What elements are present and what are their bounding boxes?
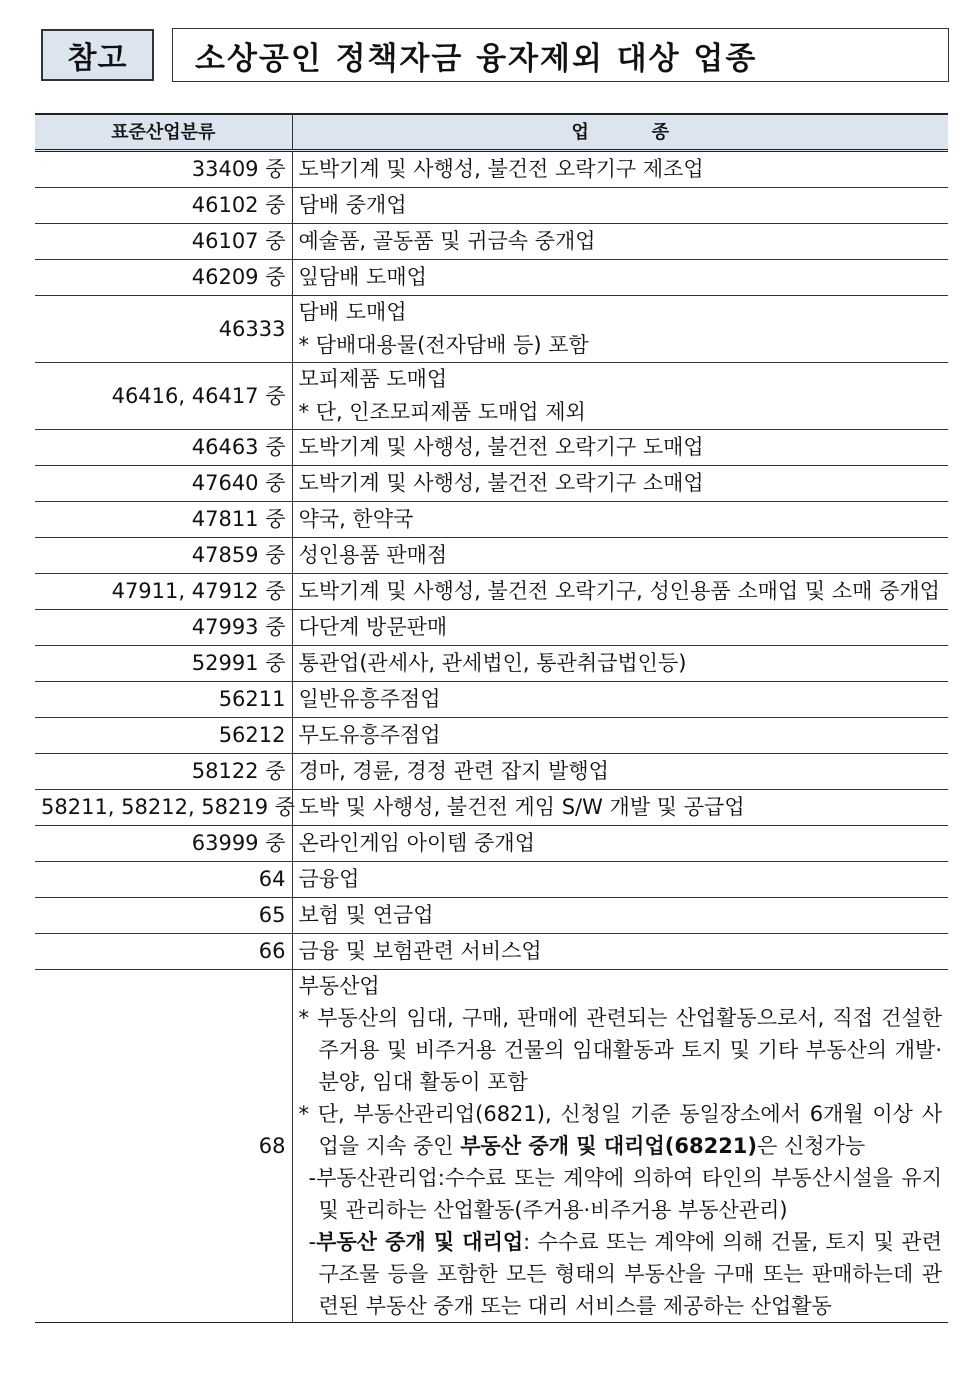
industry-description [292, 151, 948, 188]
note-scope: * 부동산의 임대, 구매, 판매에 관련되는 산업활동으로서, 직접 건설한 주거용 및 비주거용 건물의 임대활동과 토지 및 기타 부동산의 개발·분양, 임대 활동이 포함 [298, 1006, 942, 1094]
definition-brokerage [299, 1226, 943, 1322]
definition-brokerage-bold: 부동산 중개 및 대리업 [316, 1230, 524, 1254]
industry-title: 도박 및 사행성, 불건전 게임 S/W 개발 및 공급업 [298, 795, 745, 819]
industry-description [292, 188, 948, 224]
column-header-code: 표준산업분류 [35, 114, 292, 151]
industry-title: 예술품, 골동품 및 귀금속 중개업 [298, 229, 596, 253]
industry-title: 도박기계 및 사행성, 불건전 오락기구 도매업 [298, 435, 704, 459]
note-exception-bold: 부동산 중개 및 대리업(68221) [460, 1134, 758, 1158]
table-row [35, 296, 948, 363]
industry-code: 33409 중 [35, 151, 292, 188]
industry-title: 보험 및 연금업 [298, 903, 434, 927]
industry-description [292, 260, 948, 296]
industry-code: 47640 중 [35, 466, 292, 502]
section-tag: 참고 [41, 29, 154, 81]
table-row-real-estate [35, 970, 948, 1323]
industry-code: 46416, 46417 중 [35, 363, 292, 430]
industry-title: 다단계 방문판매 [298, 615, 448, 639]
table-row [35, 718, 948, 754]
table-row [35, 260, 948, 296]
industry-code: 47811 중 [35, 502, 292, 538]
note-exception [299, 1098, 943, 1162]
industry-code: 58211, 58212, 58219 중 [35, 790, 292, 826]
industry-title: 약국, 한약국 [298, 507, 414, 531]
industry-description [292, 934, 948, 970]
industry-note: * 단, 인조모피제품 도매업 제외 [298, 400, 586, 424]
industry-code: 64 [35, 862, 292, 898]
industry-title: 통관업(관세사, 관세법인, 통관취급법인등) [298, 651, 687, 675]
industry-description [292, 538, 948, 574]
industry-description [292, 898, 948, 934]
industry-title: 잎담배 도매업 [298, 265, 427, 289]
note-exception-pre: * 단, 부동산관리업(6821), 신청일 기준 동일장소에서 6개월 이상 사업을 지속 중인 [298, 1102, 942, 1158]
industry-description [292, 224, 948, 260]
industry-title: 온라인게임 아이템 중개업 [298, 831, 535, 855]
industry-code: 46102 중 [35, 188, 292, 224]
definition-brokerage-post: : 수수료 또는 계약에 의해 건물, 토지 및 관련 구조물 등을 포함한 모든 형태의 부동산을 구매 또는 판매하는데 관련된 부동산 중개 또는 대리 서비스를 제공하는 산업활동 [318, 1230, 942, 1318]
industry-description [292, 826, 948, 862]
table-header-row [35, 114, 948, 151]
table-row [35, 754, 948, 790]
industry-description [292, 574, 948, 610]
industry-code: 46107 중 [35, 224, 292, 260]
industry-description [292, 862, 948, 898]
table-row [35, 826, 948, 862]
industry-description [292, 790, 948, 826]
industry-note: * 담배대용물(전자담배 등) 포함 [298, 333, 589, 357]
table-row [35, 151, 948, 188]
industry-title: 도박기계 및 사행성, 불건전 오락기구, 성인용품 소매업 및 소매 중개업 [298, 579, 940, 603]
table-row [35, 224, 948, 260]
industry-title: 도박기계 및 사행성, 불건전 오락기구 제조업 [298, 157, 704, 181]
industry-description [292, 363, 948, 430]
table-row [35, 790, 948, 826]
industry-description [292, 970, 948, 1323]
industry-description [292, 718, 948, 754]
table-row [35, 862, 948, 898]
industry-title: 무도유흥주점업 [298, 723, 441, 747]
excluded-industries-table [35, 113, 948, 1323]
table-row [35, 898, 948, 934]
industry-title: 금융업 [298, 867, 360, 891]
page-title: 소상공인 정책자금 융자제외 대상 업종 [172, 28, 949, 82]
industry-title: 모피제품 도매업 [298, 367, 448, 391]
industry-title: 성인용품 판매점 [298, 543, 448, 567]
industry-description [292, 296, 948, 363]
industry-description [292, 430, 948, 466]
column-header-industry: 업 종 [292, 114, 948, 151]
industry-code: 63999 중 [35, 826, 292, 862]
industry-code: 46209 중 [35, 260, 292, 296]
table-row [35, 363, 948, 430]
industry-code: 52991 중 [35, 646, 292, 682]
industry-code: 46463 중 [35, 430, 292, 466]
table-row [35, 610, 948, 646]
definition-brokerage-pre: - [308, 1230, 317, 1254]
industry-code: 58122 중 [35, 754, 292, 790]
industry-description [292, 646, 948, 682]
table-row [35, 682, 948, 718]
industry-description [292, 754, 948, 790]
table-row [35, 934, 948, 970]
industry-title: 도박기계 및 사행성, 불건전 오락기구 소매업 [298, 471, 704, 495]
table-row [35, 188, 948, 224]
industry-code: 56211 [35, 682, 292, 718]
industry-code: 47859 중 [35, 538, 292, 574]
table-row [35, 466, 948, 502]
industry-code: 46333 [35, 296, 292, 363]
industry-code: 56212 [35, 718, 292, 754]
table-row [35, 574, 948, 610]
table-row [35, 538, 948, 574]
table-row [35, 502, 948, 538]
table-row [35, 430, 948, 466]
note-exception-post: 은 신청가능 [757, 1134, 866, 1158]
industry-description [292, 502, 948, 538]
industry-code: 68 [35, 970, 292, 1323]
industry-code: 66 [35, 934, 292, 970]
industry-description [292, 610, 948, 646]
industry-title: 담배 중개업 [298, 193, 407, 217]
industry-code: 47911, 47912 중 [35, 574, 292, 610]
industry-description [292, 466, 948, 502]
industry-title: 금융 및 보험관련 서비스업 [298, 939, 542, 963]
industry-title: 담배 도매업 [298, 300, 407, 324]
table-row [35, 646, 948, 682]
industry-code: 65 [35, 898, 292, 934]
industry-title: 경마, 경륜, 경정 관련 잡지 발행업 [298, 759, 609, 783]
industry-title: 일반유흥주점업 [298, 687, 441, 711]
industry-description [292, 682, 948, 718]
industry-title: 부동산업 [298, 974, 380, 998]
definition-management: -부동산관리업:수수료 또는 계약에 의하여 타인의 부동산시설을 유지 및 관리하는 산업활동(주거용·비주거용 부동산관리) [308, 1166, 942, 1222]
industry-code: 47993 중 [35, 610, 292, 646]
